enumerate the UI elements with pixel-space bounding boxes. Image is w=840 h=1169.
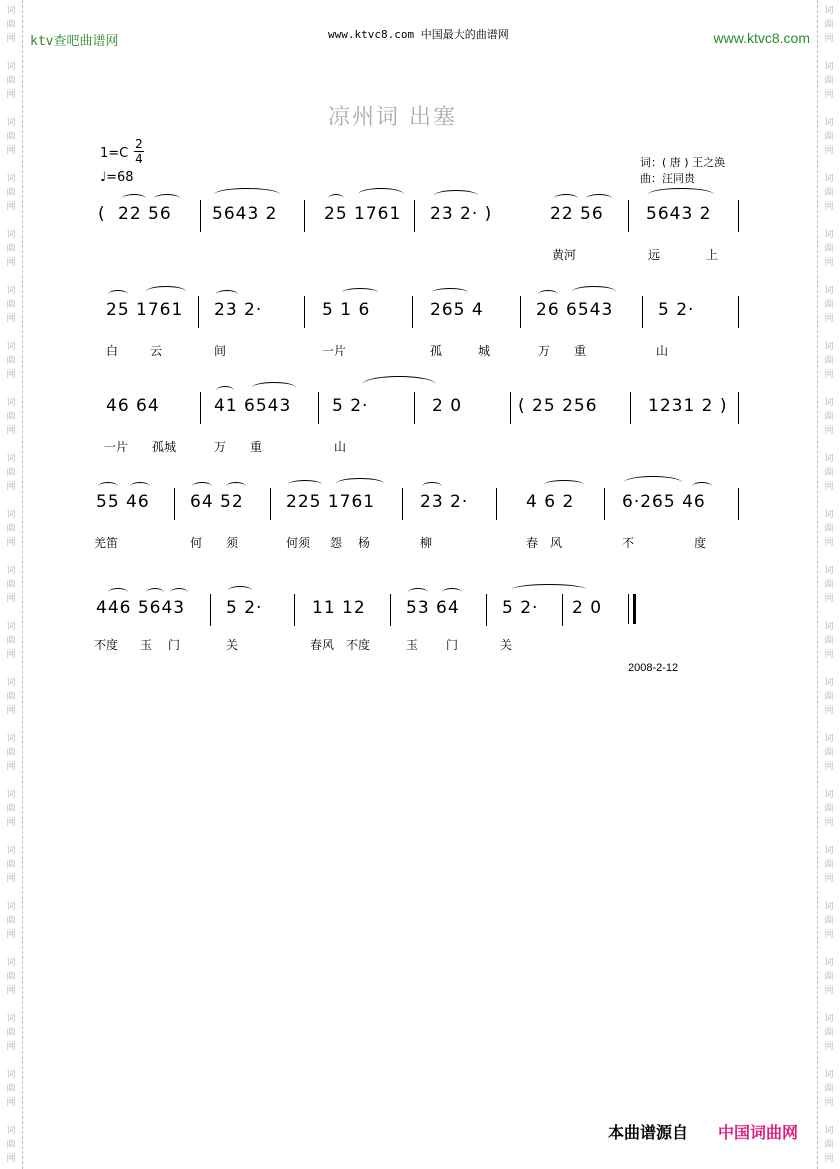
side-watermark-glyph: 曲 <box>6 300 16 310</box>
side-watermark-glyph: 网 <box>6 650 16 660</box>
side-watermark-glyph: 网 <box>824 1042 834 1052</box>
side-watermark-glyph: 曲 <box>824 636 834 646</box>
side-watermark-glyph: 曲 <box>824 748 834 758</box>
measure-5-4: 53 64 <box>406 598 460 618</box>
measure-4-6: 6·265 46 <box>622 492 706 512</box>
side-watermark-glyph: 曲 <box>6 188 16 198</box>
measure-3-4: 2 0 <box>432 396 463 416</box>
side-watermark-glyph: 词 <box>6 734 16 744</box>
side-watermark-glyph: 网 <box>824 930 834 940</box>
side-watermark-glyph: 网 <box>824 818 834 828</box>
side-watermark-glyph: 网 <box>6 426 16 436</box>
left-margin-strip <box>0 0 23 1169</box>
measure-1-1: ( <box>98 204 106 224</box>
side-watermark-glyph: 曲 <box>824 1028 834 1038</box>
side-watermark-glyph: 词 <box>824 230 834 240</box>
score-row-5 <box>96 594 746 628</box>
measure-2-3: 5 1 6 <box>322 300 371 320</box>
measure-1-4: 25 1761 <box>324 204 402 224</box>
side-watermark-glyph: 词 <box>6 1014 16 1024</box>
side-watermark-glyph: 曲 <box>6 20 16 30</box>
side-watermark-glyph: 网 <box>824 482 834 492</box>
lyric-1-1: 黄河 <box>552 248 577 262</box>
key-signature: 1=C <box>100 146 129 161</box>
side-watermark-glyph: 网 <box>6 762 16 772</box>
final-double-barline <box>628 594 636 624</box>
side-watermark-glyph: 词 <box>6 230 16 240</box>
side-watermark-glyph: 词 <box>6 510 16 520</box>
side-watermark-glyph: 曲 <box>824 804 834 814</box>
side-watermark-glyph: 词 <box>6 342 16 352</box>
side-watermark-glyph: 词 <box>824 510 834 520</box>
measure-5-5: 5 2· <box>502 598 539 618</box>
measure-2-6: 5 2· <box>658 300 695 320</box>
lyric-4-3: 须 <box>226 536 239 550</box>
side-watermark-glyph: 词 <box>824 62 834 72</box>
tempo-value: =68 <box>106 170 134 185</box>
side-watermark-glyph: 网 <box>6 818 16 828</box>
side-watermark-glyph: 网 <box>6 482 16 492</box>
lyric-2-2: 云 <box>150 344 163 358</box>
side-watermark-glyph: 网 <box>6 34 16 44</box>
side-watermark-glyph: 曲 <box>6 804 16 814</box>
side-watermark-glyph: 曲 <box>6 972 16 982</box>
side-watermark-glyph: 网 <box>824 90 834 100</box>
side-watermark-glyph: 曲 <box>824 468 834 478</box>
time-signature <box>134 137 144 166</box>
side-watermark-glyph: 网 <box>6 706 16 716</box>
side-watermark-glyph: 词 <box>6 566 16 576</box>
side-watermark-glyph: 网 <box>824 706 834 716</box>
side-watermark-glyph: 曲 <box>6 356 16 366</box>
side-watermark-glyph: 词 <box>6 6 16 16</box>
measure-2-5: 26 6543 <box>536 300 614 320</box>
side-watermark-glyph: 词 <box>824 454 834 464</box>
side-watermark-glyph: 曲 <box>6 580 16 590</box>
lyric-5-5: 春风 <box>310 638 335 652</box>
measure-3-5: ( 25 256 <box>518 396 598 416</box>
side-watermark-glyph: 网 <box>6 930 16 940</box>
measure-4-2: 64 52 <box>190 492 244 512</box>
lyric-5-7: 玉 <box>406 638 419 652</box>
side-watermark-glyph: 曲 <box>824 412 834 422</box>
header-center-text[interactable]: www.ktvc8.com 中国最大的曲谱网 <box>328 28 509 41</box>
composer-credit: 曲：汪同贵 <box>640 172 695 185</box>
side-watermark-glyph: 词 <box>824 342 834 352</box>
measure-3-6: 1231 2 ) <box>648 396 728 416</box>
score-row-4 <box>96 488 746 522</box>
side-watermark-glyph: 词 <box>824 174 834 184</box>
quarter-note-icon: ♩ <box>100 170 107 185</box>
date-stamp: 2008-2-12 <box>628 662 679 674</box>
side-watermark-glyph: 曲 <box>6 916 16 926</box>
side-watermark-glyph: 网 <box>824 426 834 436</box>
side-watermark-glyph: 曲 <box>6 468 16 478</box>
measure-3-2: 41 6543 <box>214 396 292 416</box>
measure-1-3: 5643 2 <box>212 204 278 224</box>
lyric-2-7: 万 <box>538 344 551 358</box>
side-watermark-glyph: 词 <box>6 1070 16 1080</box>
side-watermark-glyph: 词 <box>6 790 16 800</box>
measure-5-6: 2 0 <box>572 598 603 618</box>
measure-4-4: 23 2· <box>420 492 469 512</box>
side-watermark-glyph: 曲 <box>6 524 16 534</box>
side-watermark-glyph: 网 <box>6 1098 16 1108</box>
lyric-5-3: 门 <box>168 638 181 652</box>
side-watermark-glyph: 词 <box>824 6 834 16</box>
side-watermark-glyph: 曲 <box>824 76 834 86</box>
measure-2-1: 25 1761 <box>106 300 184 320</box>
lyric-4-2: 何 <box>190 536 203 550</box>
side-watermark-glyph: 曲 <box>6 636 16 646</box>
side-watermark-glyph: 网 <box>824 762 834 772</box>
measure-3-3: 5 2· <box>332 396 369 416</box>
lyric-5-1: 不度 <box>94 638 119 652</box>
lyric-1-3: 上 <box>706 248 719 262</box>
measure-1-2: 22 56 <box>118 204 172 224</box>
side-watermark-glyph: 曲 <box>824 132 834 142</box>
measure-4-3: 225 1761 <box>286 492 376 512</box>
side-watermark-glyph: 曲 <box>824 524 834 534</box>
side-watermark-glyph: 曲 <box>824 244 834 254</box>
lyric-2-3: 间 <box>214 344 227 358</box>
side-watermark-glyph: 网 <box>824 146 834 156</box>
header-left-site-name[interactable]: ktv查吧曲谱网 <box>30 34 119 49</box>
lyric-4-6: 杨 <box>358 536 371 550</box>
side-watermark-glyph: 词 <box>6 678 16 688</box>
measure-1-6: 22 56 <box>550 204 604 224</box>
side-watermark-glyph: 词 <box>6 1126 16 1136</box>
side-watermark-glyph: 曲 <box>6 748 16 758</box>
side-watermark-glyph: 曲 <box>6 860 16 870</box>
score-row-1 <box>96 200 746 234</box>
lyric-5-2: 玉 <box>140 638 153 652</box>
lyric-5-4: 关 <box>226 638 239 652</box>
lyric-4-9: 风 <box>550 536 563 550</box>
side-watermark-glyph: 曲 <box>824 188 834 198</box>
side-watermark-glyph: 词 <box>6 846 16 856</box>
side-watermark-glyph: 词 <box>824 678 834 688</box>
side-watermark-glyph: 网 <box>6 314 16 324</box>
side-watermark-glyph: 网 <box>824 650 834 660</box>
side-watermark-glyph: 网 <box>6 202 16 212</box>
side-watermark-glyph: 词 <box>6 454 16 464</box>
lyric-2-4: 一片 <box>322 344 347 358</box>
side-watermark-glyph: 词 <box>824 118 834 128</box>
side-watermark-glyph: 曲 <box>824 1084 834 1094</box>
side-watermark-glyph: 曲 <box>6 1084 16 1094</box>
side-watermark-glyph: 曲 <box>6 1028 16 1038</box>
side-watermark-glyph: 曲 <box>6 132 16 142</box>
side-watermark-glyph: 词 <box>6 286 16 296</box>
footer-source-label: 本曲谱源自 <box>608 1125 689 1142</box>
lyric-3-4: 重 <box>250 440 263 454</box>
side-watermark-glyph: 曲 <box>824 20 834 30</box>
side-watermark-glyph: 曲 <box>6 244 16 254</box>
side-watermark-glyph: 网 <box>6 1042 16 1052</box>
score-row-2 <box>96 296 746 330</box>
side-watermark-glyph: 网 <box>6 370 16 380</box>
side-watermark-glyph: 词 <box>824 622 834 632</box>
lyric-5-9: 关 <box>500 638 513 652</box>
side-watermark-glyph: 词 <box>824 566 834 576</box>
side-watermark-glyph: 网 <box>824 874 834 884</box>
song-title: 凉州词 出塞 <box>328 105 457 130</box>
side-watermark-glyph: 网 <box>824 258 834 268</box>
lyric-2-5: 孤 <box>430 344 443 358</box>
side-watermark-glyph: 词 <box>824 846 834 856</box>
lyric-3-3: 万 <box>214 440 227 454</box>
side-watermark-glyph: 网 <box>6 538 16 548</box>
lyric-4-5: 怨 <box>330 536 343 550</box>
lyric-3-1: 一片 <box>104 440 129 454</box>
lyricist-credit: 词：( 唐 ) 王之涣 <box>640 156 726 169</box>
side-watermark-glyph: 词 <box>6 958 16 968</box>
tempo-marking <box>100 170 134 185</box>
lyric-3-2: 孤城 <box>152 440 177 454</box>
time-signature-numerator: 2 <box>135 137 143 151</box>
measure-4-1: 55 46 <box>96 492 150 512</box>
time-signature-denominator: 4 <box>135 152 143 166</box>
side-watermark-glyph: 网 <box>824 34 834 44</box>
side-watermark-glyph: 网 <box>824 202 834 212</box>
lyric-4-1: 羌笛 <box>94 536 119 550</box>
side-watermark-glyph: 网 <box>6 258 16 268</box>
side-watermark-glyph: 曲 <box>6 692 16 702</box>
lyric-2-9: 山 <box>656 344 669 358</box>
side-watermark-glyph: 词 <box>6 62 16 72</box>
measure-3-1: 46 64 <box>106 396 160 416</box>
lyric-1-2: 远 <box>648 248 661 262</box>
lyric-5-8: 门 <box>446 638 459 652</box>
side-watermark-glyph: 曲 <box>6 412 16 422</box>
side-watermark-glyph: 网 <box>824 314 834 324</box>
side-watermark-glyph: 词 <box>824 902 834 912</box>
side-watermark-glyph: 网 <box>6 146 16 156</box>
header-right-url[interactable]: www.ktvc8.com <box>713 30 810 46</box>
side-watermark-glyph: 曲 <box>824 1140 834 1150</box>
score-row-3 <box>96 392 746 426</box>
side-watermark-glyph: 词 <box>6 902 16 912</box>
side-watermark-glyph: 词 <box>824 790 834 800</box>
side-watermark-glyph: 词 <box>824 286 834 296</box>
side-watermark-glyph: 网 <box>824 1154 834 1164</box>
side-watermark-glyph: 曲 <box>824 356 834 366</box>
right-margin-strip <box>817 0 840 1169</box>
lyric-4-7: 柳 <box>420 536 433 550</box>
lyric-2-6: 城 <box>478 344 491 358</box>
measure-5-3: 11 12 <box>312 598 366 618</box>
lyric-5-6: 不度 <box>346 638 371 652</box>
side-watermark-glyph: 曲 <box>6 1140 16 1150</box>
side-watermark-glyph: 曲 <box>824 916 834 926</box>
side-watermark-glyph: 曲 <box>824 972 834 982</box>
side-watermark-glyph: 网 <box>6 874 16 884</box>
side-watermark-glyph: 网 <box>824 986 834 996</box>
side-watermark-glyph: 曲 <box>824 580 834 590</box>
side-watermark-glyph: 词 <box>824 958 834 968</box>
side-watermark-glyph: 曲 <box>824 692 834 702</box>
side-watermark-glyph: 词 <box>824 1070 834 1080</box>
lyric-4-4: 何须 <box>286 536 311 550</box>
side-watermark-glyph: 词 <box>6 118 16 128</box>
side-watermark-glyph: 词 <box>824 398 834 408</box>
measure-4-5: 4 6 2 <box>526 492 575 512</box>
side-watermark-glyph: 曲 <box>824 300 834 310</box>
side-watermark-glyph: 词 <box>824 1014 834 1024</box>
side-watermark-glyph: 网 <box>824 370 834 380</box>
lyric-4-8: 春 <box>526 536 539 550</box>
side-watermark-glyph: 词 <box>6 398 16 408</box>
measure-5-2: 5 2· <box>226 598 263 618</box>
side-watermark-glyph: 词 <box>824 1126 834 1136</box>
side-watermark-glyph: 网 <box>6 1154 16 1164</box>
side-watermark-glyph: 网 <box>6 90 16 100</box>
footer-site-name[interactable]: 中国词曲网 <box>718 1125 799 1142</box>
side-watermark-glyph: 网 <box>824 1098 834 1108</box>
measure-1-7: 5643 2 <box>646 204 712 224</box>
measure-5-1: 446 5643 <box>96 598 186 618</box>
side-watermark-glyph: 词 <box>824 734 834 744</box>
measure-1-5: 23 2· ) <box>430 204 493 224</box>
side-watermark-glyph: 网 <box>6 986 16 996</box>
side-watermark-glyph: 网 <box>6 594 16 604</box>
lyric-2-1: 白 <box>106 344 119 358</box>
side-watermark-glyph: 词 <box>6 174 16 184</box>
side-watermark-glyph: 网 <box>824 538 834 548</box>
measure-2-2: 23 2· <box>214 300 263 320</box>
lyric-4-10: 不 <box>622 536 635 550</box>
lyric-4-11: 度 <box>694 536 707 550</box>
lyric-2-8: 重 <box>574 344 587 358</box>
side-watermark-glyph: 曲 <box>6 76 16 86</box>
side-watermark-glyph: 词 <box>6 622 16 632</box>
measure-2-4: 265 4 <box>430 300 484 320</box>
lyric-3-5: 山 <box>334 440 347 454</box>
side-watermark-glyph: 网 <box>824 594 834 604</box>
side-watermark-glyph: 曲 <box>824 860 834 870</box>
